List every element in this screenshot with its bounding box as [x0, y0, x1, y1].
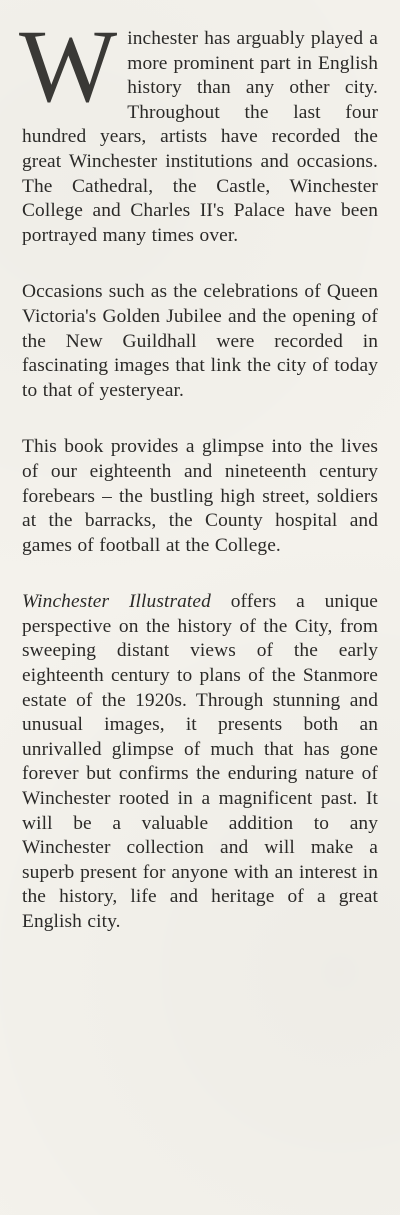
- drop-cap-letter: W: [19, 9, 118, 124]
- book-summary-text: offers a unique perspective on the history of the City, from sweeping distant views of the early eighteenth century to plans of the Stanmore estate of the 1920s. Through stunning and unusual images, it presents both an unrivalled glimpse of much that has gone forever but confirms the enduring nature of Winchester rooted in a magnificent past. It will be a valuable addition to any Winchester collection and will make a superb present for anyone with an interest in the history, life and heritage of a great English city.: [22, 591, 378, 932]
- intro-paragraph-text: inchester has arguably played a more prominent part in English history than any other city. Throughout the last four hundred years, artists have recorded the great Winchester institutions and occasions. The Cathedral, the Castle, Winchester College and Charles II's Palace have been portrayed many times over.: [22, 28, 378, 246]
- intro-paragraph: [19, 9, 378, 248]
- book-title: Winchester Illustrated: [22, 591, 211, 613]
- occasions-paragraph: Occasions such as the celebrations of Queen Victoria's Golden Jubilee and the opening of the New Guildhall were recorded in fascinating images that link the city of today to that of yesteryear.: [22, 281, 378, 401]
- book-summary-paragraph: [22, 590, 378, 934]
- book-glimpse-paragraph: This book provides a glimpse into the lives of our eighteenth and nineteenth century forebears – the bustling high street, soldiers at the barracks, the County hospital and games of football at the College.: [22, 436, 378, 556]
